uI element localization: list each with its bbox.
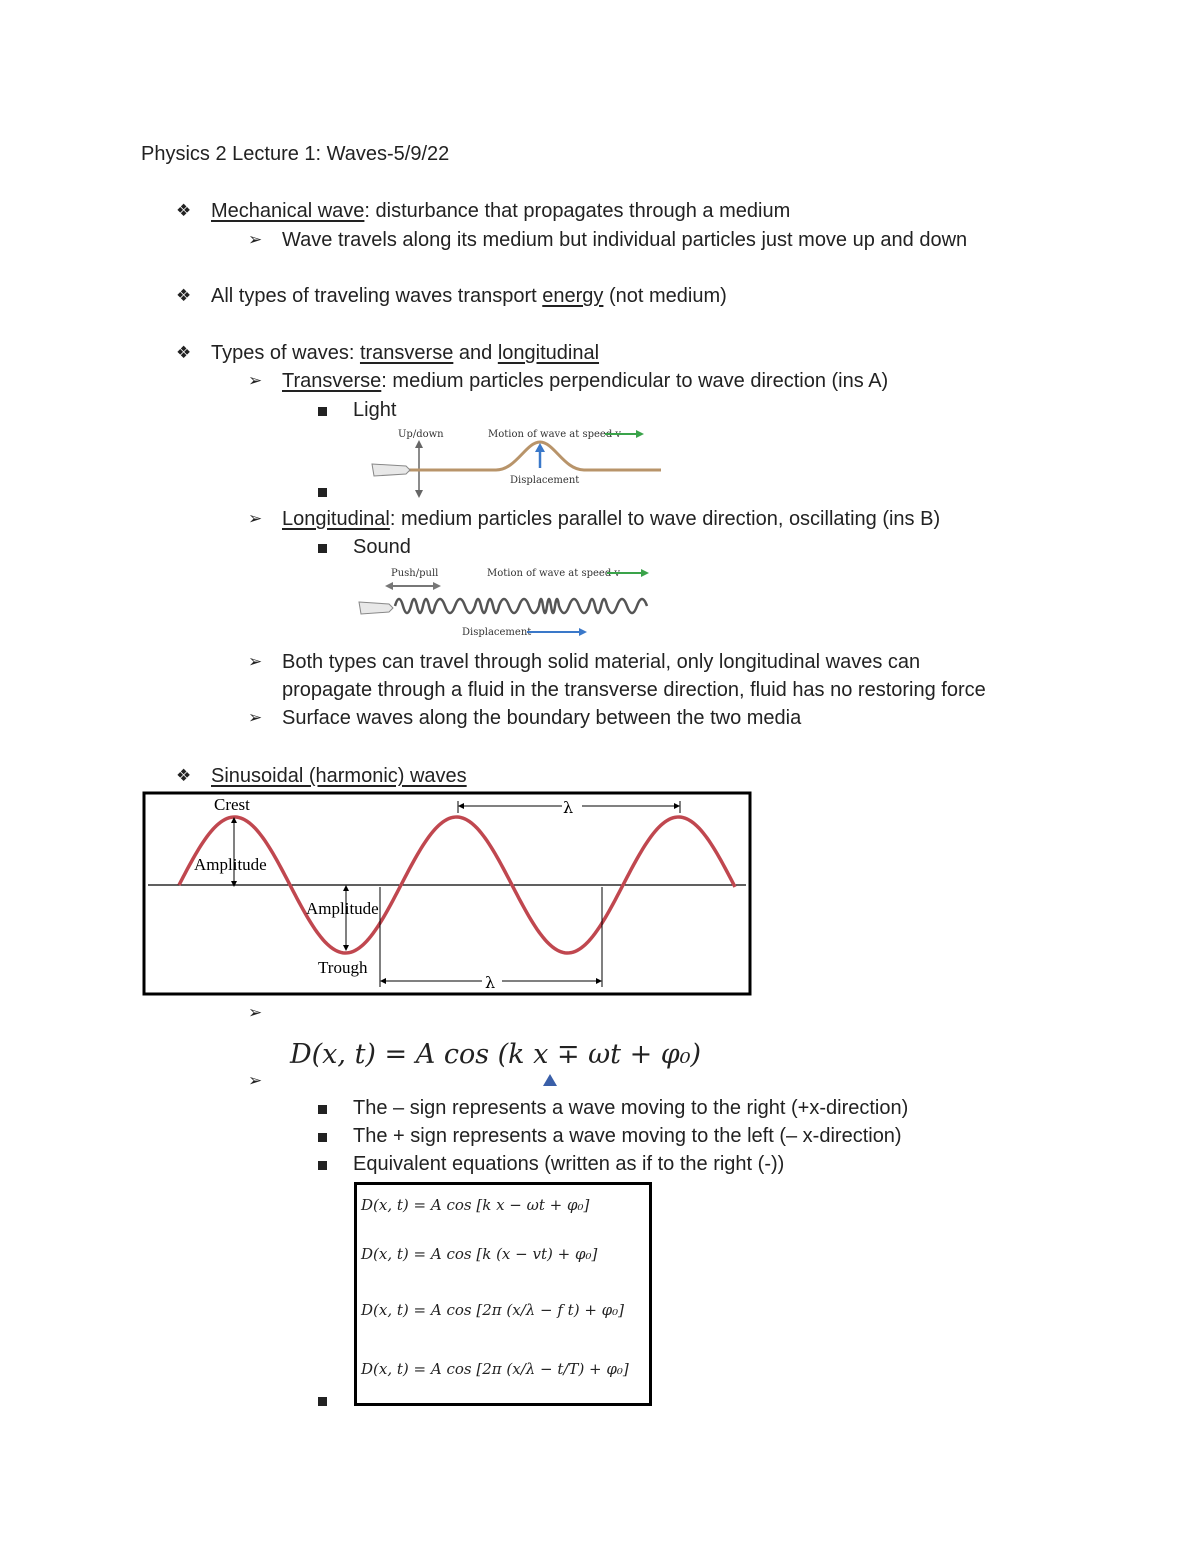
equation-3: D(x, t) = A cos [2π (x/λ − f t) + φ₀] <box>361 1301 625 1319</box>
sinusoidal-line <box>211 764 467 788</box>
arrow-bullet-icon: ➢ <box>248 652 263 672</box>
crest-label: Crest <box>214 795 250 814</box>
pushpull-label: Push/pull <box>391 568 439 579</box>
amplitude-label-2: Amplitude <box>306 899 379 918</box>
arrow-bullet-icon: ➢ <box>248 509 263 529</box>
equations-box <box>354 1182 652 1406</box>
transverse-def: : medium particles perpendicular to wave direction (ins A) <box>381 370 889 392</box>
equation-4: D(x, t) = A cos [2π (x/λ − t/T) + φ₀] <box>361 1360 629 1378</box>
motion-label: Motion of wave at speed v <box>487 568 621 579</box>
sinusoidal-term: Sinusoidal (harmonic) waves <box>211 765 467 787</box>
lambda-label-top: λ <box>563 798 574 817</box>
arrow-bullet-icon: ➢ <box>248 371 263 391</box>
diamond-bullet-icon: ❖ <box>176 286 192 306</box>
light-label: Light <box>353 399 397 421</box>
longitudinal-def: : medium particles parallel to wave direction, oscillating (ins B) <box>389 508 941 530</box>
longitudinal-link: longitudinal <box>497 342 600 364</box>
sine-wave-figure <box>142 791 752 996</box>
both-types-line1: Both types can travel through solid material, only longitudinal waves can <box>282 651 921 673</box>
transverse-wave-figure <box>366 422 666 498</box>
lambda-label-bottom: λ <box>485 973 496 992</box>
surface-waves-line: Surface waves along the boundary between the two media <box>282 707 802 729</box>
energy-term: energy <box>542 285 604 307</box>
arrow-bullet-icon: ➢ <box>248 1071 263 1091</box>
transverse-term: Transverse <box>282 370 382 392</box>
arrow-bullet-icon: ➢ <box>248 1003 263 1023</box>
square-bullet-icon <box>318 1161 327 1170</box>
diamond-bullet-icon: ❖ <box>176 201 192 221</box>
square-bullet-icon <box>318 1133 327 1142</box>
displacement-label: Displacement <box>510 475 580 486</box>
minus-sign-note: The – sign represents a wave moving to the right (+x-direction) <box>353 1097 909 1119</box>
square-bullet-icon <box>318 1105 327 1114</box>
types-mid: and <box>453 342 498 364</box>
mechanical-wave-def: : disturbance that propagates through a medium <box>364 200 791 222</box>
plus-sign-note: The + sign represents a wave moving to the left (– x-direction) <box>353 1125 902 1147</box>
equation-2: D(x, t) = A cos [k (x − vt) + φ₀] <box>361 1245 598 1263</box>
both-types-line2: propagate through a fluid in the transverse direction, fluid has no restoring force <box>282 679 986 701</box>
updown-label: Up/down <box>398 429 444 440</box>
square-bullet-icon <box>318 488 327 497</box>
mechanical-wave-line <box>211 199 790 223</box>
energy-post: (not medium) <box>603 285 727 307</box>
longitudinal-term: Longitudinal <box>282 508 390 530</box>
longitudinal-wave-figure <box>355 562 713 642</box>
square-bullet-icon <box>318 544 327 553</box>
diamond-bullet-icon: ❖ <box>176 343 192 363</box>
amplitude-label-1: Amplitude <box>194 855 267 874</box>
diamond-bullet-icon: ❖ <box>176 766 192 786</box>
arrow-bullet-icon: ➢ <box>248 230 263 250</box>
types-pre: Types of waves: <box>211 342 360 364</box>
equivalent-note: Equivalent equations (written as if to the right (-)) <box>353 1153 785 1175</box>
arrow-up-icon <box>542 1073 558 1087</box>
sound-label: Sound <box>353 536 411 558</box>
displacement-label: Displacement <box>462 627 532 638</box>
types-line <box>211 341 599 365</box>
energy-line <box>211 284 727 308</box>
arrow-bullet-icon: ➢ <box>248 708 263 728</box>
trough-label: Trough <box>318 958 368 977</box>
transverse-line <box>282 369 888 393</box>
energy-pre: All types of traveling waves transport <box>211 285 543 307</box>
square-bullet-icon <box>318 407 327 416</box>
transverse-link: transverse <box>359 342 454 364</box>
page-title: Physics 2 Lecture 1: Waves-5/9/22 <box>141 143 450 165</box>
motion-label: Motion of wave at speed v <box>488 429 622 440</box>
equation-1: D(x, t) = A cos [k x − ωt + φ₀] <box>361 1196 590 1214</box>
square-bullet-icon <box>318 1397 327 1406</box>
mechanical-wave-term: Mechanical wave <box>211 200 365 222</box>
wave-equation: D(x, t) = A cos (k x ∓ ωt + φ₀) <box>290 1039 702 1070</box>
mechanical-wave-sub: Wave travels along its medium but individual particles just move up and down <box>282 229 968 251</box>
longitudinal-line <box>282 507 940 531</box>
